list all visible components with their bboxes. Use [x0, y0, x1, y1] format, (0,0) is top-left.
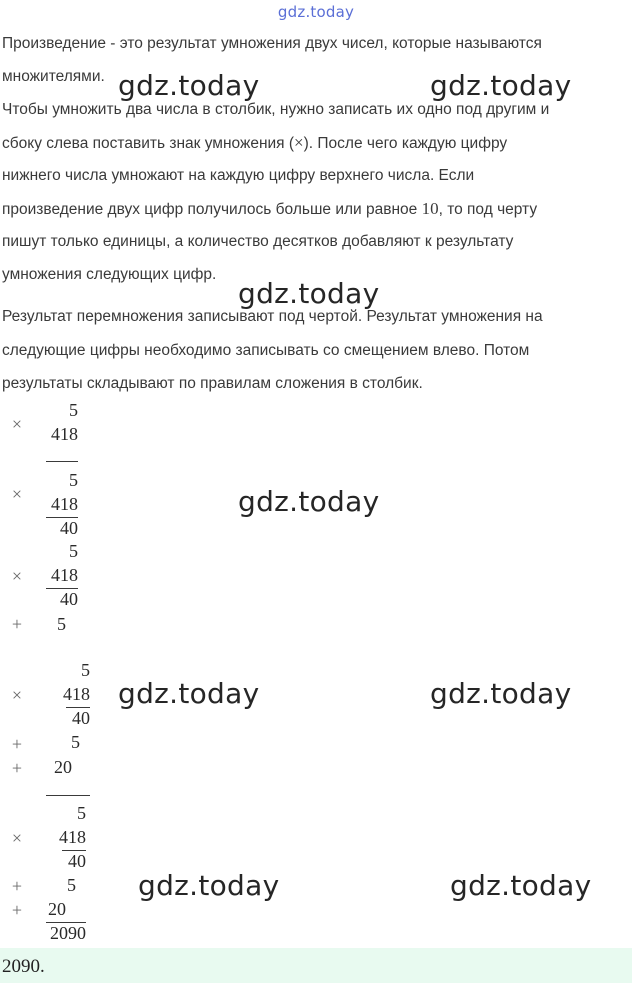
multiplicand: 5 [77, 803, 86, 823]
times-sign: × [11, 484, 23, 504]
times-sign: × [11, 685, 23, 705]
multiplicand: 5 [69, 470, 78, 490]
explanation-line: пишут только единицы, а количество десятков добавляют к результату [2, 233, 514, 250]
plus-sign: + [11, 734, 23, 754]
added-product: 5 [57, 614, 66, 634]
watermark: gdz.today [138, 869, 280, 902]
multiplier: 418 [51, 494, 78, 514]
partial-product: 40 [60, 518, 78, 538]
explanation-line: следующие цифры необходимо записывать со смещением влево. Потом [2, 342, 530, 359]
number-ten: 10 [421, 199, 439, 218]
explanation-line: Чтобы умножить два числа в столбик, нужно записать их одно под другим и [2, 101, 550, 118]
times-sign: × [11, 828, 23, 848]
text-fragment: , то под черту [438, 201, 538, 218]
added-product: 20 [54, 757, 72, 777]
multiplier: 418 [51, 424, 78, 444]
watermark: gdz.today [238, 485, 380, 518]
explanation-line: Результат перемножения записывают под чертой. Результат умножения на [2, 308, 543, 325]
watermark: gdz.today [450, 869, 592, 902]
explanation-line: Произведение - это результат умножения двух чисел, которые называются [2, 35, 542, 52]
partial-product: 40 [68, 851, 86, 871]
added-product: 20 [48, 899, 66, 919]
multiplier: 418 [51, 565, 78, 585]
underline [46, 795, 90, 796]
text-fragment: сбоку слева поставить знак умножения ( [2, 135, 295, 152]
added-product: 5 [71, 732, 80, 752]
answer-text: 2090. [2, 956, 45, 977]
multiplicand: 5 [69, 400, 78, 420]
underline [46, 461, 78, 462]
plus-sign: + [11, 900, 23, 920]
multiplicand: 5 [81, 660, 90, 680]
explanation-line: результаты складывают по правилам сложения в столбик. [2, 375, 423, 392]
text-fragment: ). После чего каждую цифру [303, 135, 508, 152]
watermark: gdz.today [430, 677, 572, 710]
plus-sign: + [11, 876, 23, 896]
site-logo[interactable]: gdz.today [277, 3, 355, 21]
multiplier: 418 [59, 827, 86, 847]
watermark: gdz.today [430, 69, 572, 102]
explanation-line [2, 133, 507, 154]
explanation-line [2, 199, 537, 220]
explanation-line: множителями. [2, 68, 105, 85]
answer-box [0, 948, 632, 983]
multiplicand: 5 [69, 541, 78, 561]
multiplier: 418 [63, 684, 90, 704]
times-sign: × [11, 566, 23, 586]
text-fragment: произведение двух цифр получилось больше или равное [2, 201, 422, 218]
times-symbol: × [294, 133, 304, 152]
partial-product: 40 [72, 708, 90, 728]
added-product: 5 [67, 875, 76, 895]
explanation-line: нижнего числа умножают на каждую цифру верхнего числа. Если [2, 167, 475, 184]
times-sign: × [11, 414, 23, 434]
plus-sign: + [11, 614, 23, 634]
watermark: gdz.today [118, 677, 260, 710]
watermark: gdz.today [238, 277, 380, 310]
final-product: 2090 [50, 923, 86, 943]
watermark: gdz.today [118, 69, 260, 102]
plus-sign: + [11, 758, 23, 778]
explanation-line: умножения следующих цифр. [2, 266, 217, 283]
partial-product: 40 [60, 589, 78, 609]
